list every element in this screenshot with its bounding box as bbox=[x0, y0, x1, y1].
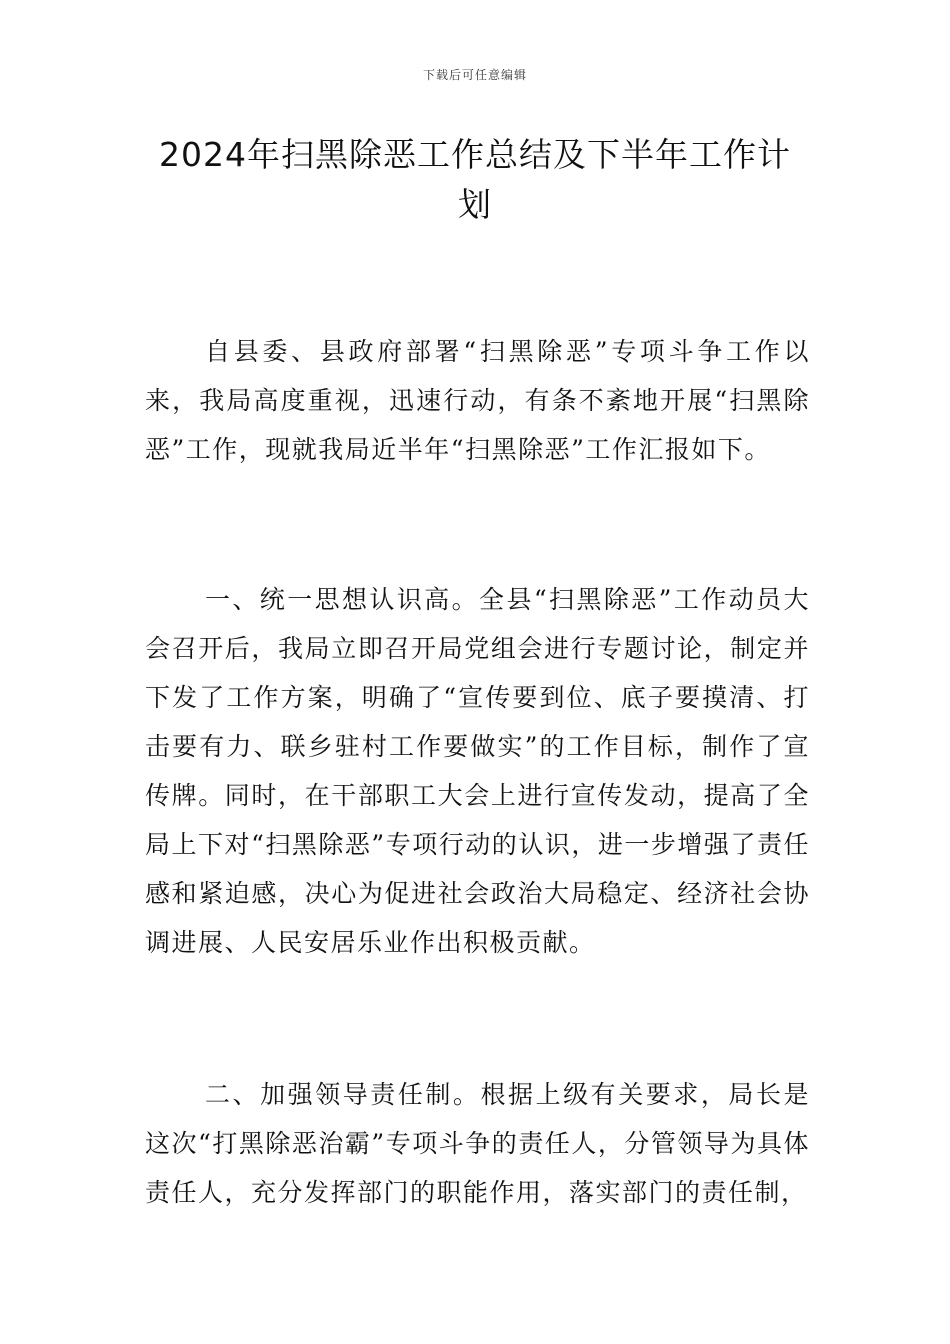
paragraph-section-1: 一、统一思想认识高。全县“扫黑除恶”工作动员大会召开后，我局立即召开局党组会进行专题讨论，制定并下发了工作方案，明确了“宣传要到位、底子要摸清、打击要有力、联乡驻村工作要做实”的工作目标，制作了宣传牌。同时，在干部职工大会上进行宣传发动，提高了全局上下对“扫黑除恶”专项行动的认识，进一步增强了责任感和紧迫感，决心为促进社会政治大局稳定、经济社会协调进展、人民安居乐业作出积极贡献。 bbox=[145, 585, 810, 957]
paragraph-section-2: 二、加强领导责任制。根据上级有关要求，局长是这次“打黑除恶治霸”专项斗争的责任人，分管领导为具体责任人，充分发挥部门的职能作用，落实部门的责任制， bbox=[145, 1080, 810, 1207]
document-title: 2024年扫黑除恶工作总结及下半年工作计划 bbox=[159, 135, 791, 224]
header-note: 下载后可任意编辑 bbox=[422, 68, 527, 82]
paragraph-intro: 自县委、县政府部署“扫黑除恶”专项斗争工作以来，我局高度重视，迅速行动，有条不紊地开展“扫黑除恶”工作，现就我局近半年“扫黑除恶”工作汇报如下。 bbox=[145, 337, 810, 464]
